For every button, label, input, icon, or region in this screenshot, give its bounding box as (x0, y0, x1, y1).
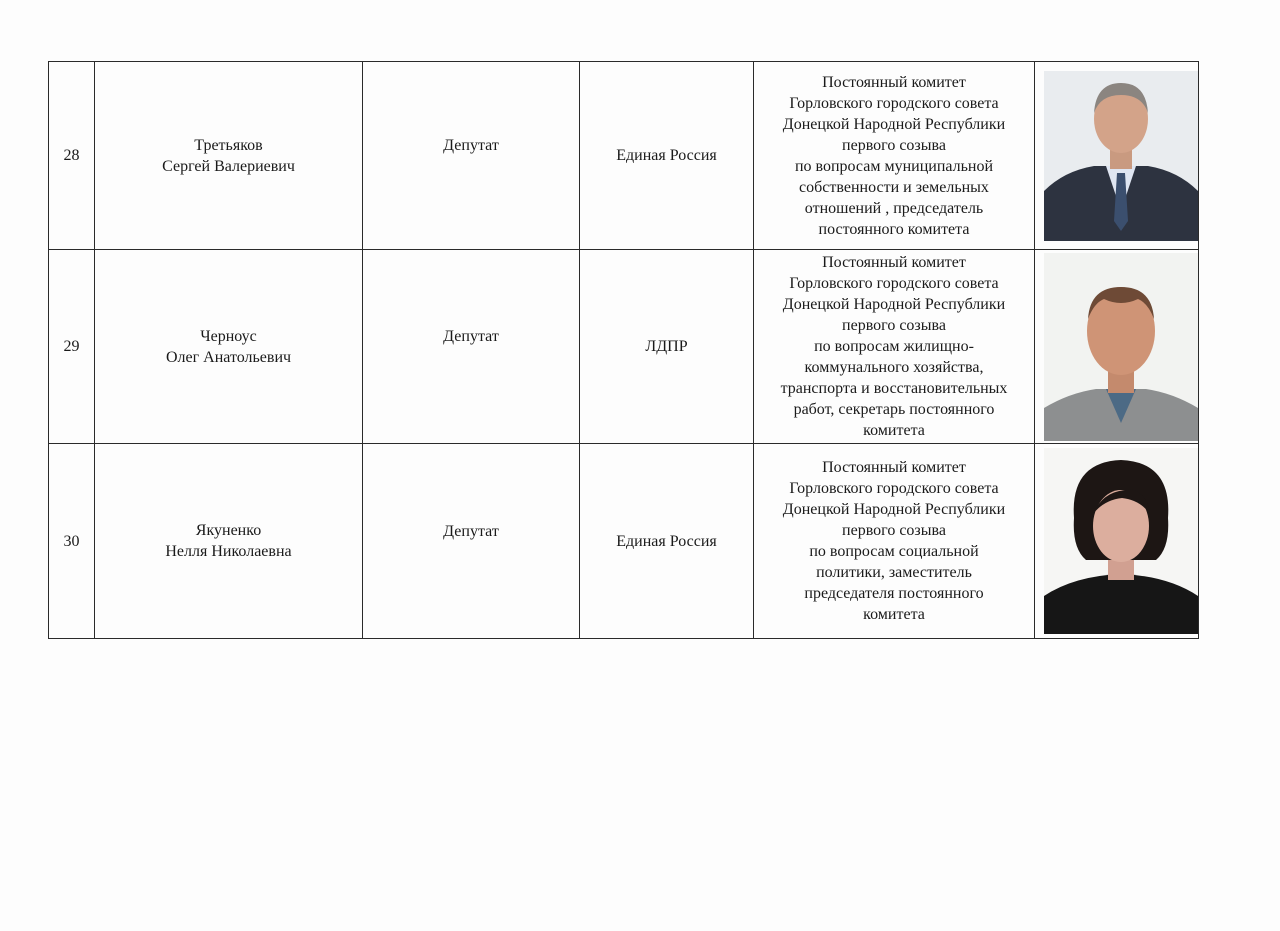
deputy-surname: Черноус (200, 327, 257, 345)
deputy-position (363, 444, 580, 639)
committee-line: первого созыва (842, 522, 946, 539)
deputy-photo-cell (1035, 444, 1199, 639)
deputy-name (95, 62, 363, 250)
deputy-given-names: Олег Анатольевич (165, 348, 292, 366)
committee-line: Донецкой Народной Республики (782, 115, 1006, 133)
position-text: Депутат (443, 522, 499, 540)
deputy-photo (1044, 253, 1198, 441)
committee-line: Горловского городского совета (789, 275, 999, 292)
row-number: 28 (49, 62, 95, 250)
committee-line: транспорта и восстановительных (780, 380, 1008, 397)
deputy-position (363, 62, 580, 250)
committee-line: работ, секретарь постоянного (793, 401, 995, 418)
committee-line: Донецкой Народной Республики (782, 296, 1006, 313)
portrait-man-jacket-icon (1044, 253, 1198, 441)
deputy-given-names: Нелля Николаевна (165, 543, 292, 560)
deputy-photo (1044, 448, 1198, 634)
deputy-surname: Якуненко (195, 522, 262, 539)
table-row (49, 444, 1199, 639)
committee-line: Горловского городского совета (789, 94, 999, 112)
committee-line: собственности и земельных (799, 178, 989, 196)
committee-line: первого созыва (842, 317, 946, 334)
committee-line: первого созыва (842, 136, 946, 154)
committee-line: Горловского городского совета (789, 480, 999, 497)
deputy-party: ЛДПР (580, 250, 754, 444)
committee-line: комитета (863, 422, 925, 439)
portrait-woman-icon (1044, 448, 1198, 634)
deputy-name (95, 444, 363, 639)
committee-line: коммунального хозяйства, (804, 359, 984, 376)
deputy-surname: Третьяков (194, 136, 263, 154)
deputy-party: Единая Россия (580, 62, 754, 250)
deputy-committee (754, 62, 1035, 250)
position-text: Депутат (443, 328, 499, 345)
deputy-position (363, 250, 580, 444)
committee-line: Постоянный комитет (822, 254, 966, 271)
committee-line: политики, заместитель (816, 564, 972, 581)
committee-line: по вопросам муниципальной (794, 157, 994, 175)
table-row (49, 62, 1199, 250)
committee-line: Донецкой Народной Республики (782, 501, 1006, 518)
table-row (49, 250, 1199, 444)
row-number: 30 (49, 444, 95, 639)
committee-line: отношений , председатель (804, 199, 984, 217)
position-text: Депутат (443, 137, 499, 154)
deputy-given-names: Сергей Валериевич (162, 157, 295, 175)
committee-line: по вопросам жилищно- (814, 338, 974, 355)
committee-line: постоянного комитета (818, 220, 970, 238)
committee-line: комитета (863, 606, 925, 623)
deputy-photo-cell (1035, 250, 1199, 444)
deputy-party: Единая Россия (580, 444, 754, 639)
deputy-committee (754, 250, 1035, 444)
portrait-man-suit-icon (1044, 71, 1198, 241)
deputy-committee (754, 444, 1035, 639)
committee-line: председателя постоянного (804, 585, 984, 602)
deputy-name (95, 250, 363, 444)
committee-line: по вопросам социальной (809, 543, 979, 560)
deputy-photo-cell (1035, 62, 1199, 250)
committee-line: Постоянный комитет (822, 459, 966, 476)
deputy-photo (1044, 71, 1198, 241)
committee-line: Постоянный комитет (822, 73, 966, 91)
row-number: 29 (49, 250, 95, 444)
deputies-table (48, 61, 1199, 639)
